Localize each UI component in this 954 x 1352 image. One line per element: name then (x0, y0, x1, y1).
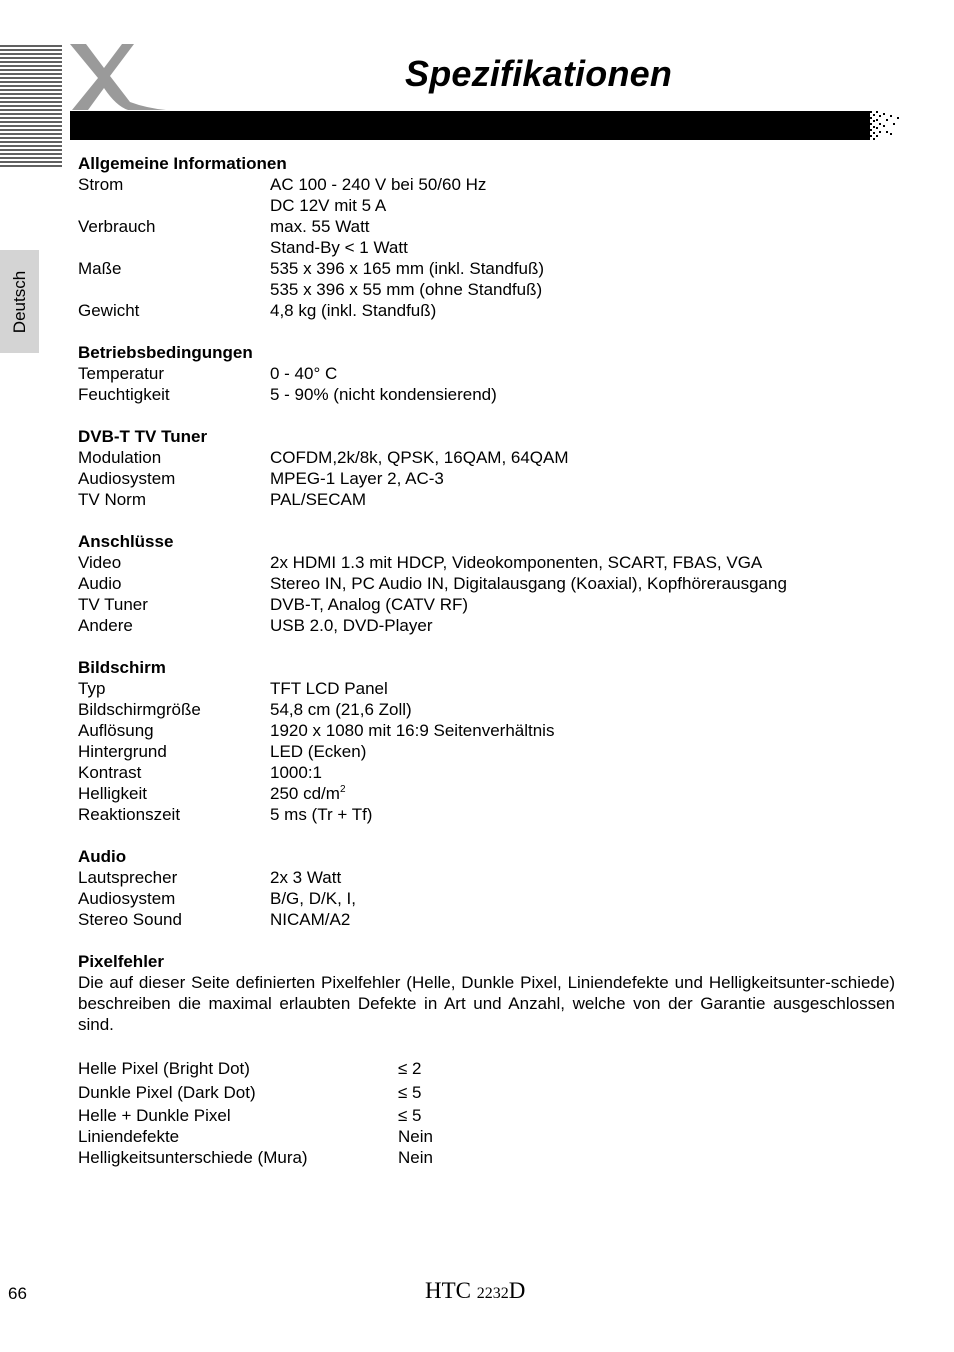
pixel-row (78, 1081, 895, 1105)
spec-label: Feuchtigkeit (78, 385, 170, 404)
pixel-label: Helle Pixel (Bright Dot) (78, 1059, 250, 1078)
section-bildschirm (78, 657, 895, 825)
page-title: Spezifikationen (405, 53, 673, 94)
spec-label: Helligkeit (78, 784, 147, 803)
spec-row (78, 174, 895, 216)
section-heading: DVB-T TV Tuner (78, 427, 208, 446)
language-tab (0, 250, 39, 353)
spec-value: 54,8 cm (21,6 Zoll) (270, 700, 412, 719)
spec-label: Reaktionszeit (78, 805, 181, 824)
spec-value: 4,8 kg (inkl. Standfuß) (270, 301, 437, 320)
model-suffix: D (508, 1278, 526, 1303)
spec-row (78, 720, 895, 741)
spec-value: max. 55 Watt Stand-By < 1 Watt (270, 217, 408, 257)
spec-label: TV Norm (78, 490, 146, 509)
brand-x-logo-icon (68, 42, 168, 112)
spec-row (78, 468, 895, 489)
spec-label: Audiosystem (78, 469, 176, 488)
section-heading: Betriebsbedingungen (78, 343, 253, 362)
spec-label: Gewicht (78, 301, 140, 320)
spec-row (78, 300, 895, 321)
spec-row (78, 804, 895, 825)
spec-row (78, 363, 895, 384)
spec-row (78, 447, 895, 468)
section-heading: Bildschirm (78, 658, 166, 677)
spec-value: 5 ms (Tr + Tf) (270, 805, 373, 824)
section-heading: Allgemeine Informationen (78, 154, 287, 173)
spec-value: 5 - 90% (nicht kondensierend) (270, 385, 497, 404)
spec-label: Auflösung (78, 721, 154, 740)
section-dvb-t-tv-tuner (78, 426, 895, 510)
spec-value: DVB-T, Analog (CATV RF) (270, 595, 469, 614)
pixel-value: ≤ 5 (398, 1106, 422, 1125)
pixel-row (78, 1057, 895, 1081)
pixel-value: Nein (398, 1127, 433, 1146)
spec-value: USB 2.0, DVD-Player (270, 616, 433, 635)
section-anschluesse (78, 531, 895, 636)
spec-label: Verbrauch (78, 217, 156, 236)
spec-value: Stereo IN, PC Audio IN, Digitalausgang (Koaxial), Kopfhörerausgang (270, 574, 787, 593)
spec-value: AC 100 - 240 V bei 50/60 Hz DC 12V mit 5 A (270, 175, 487, 215)
spec-label: Bildschirmgröße (78, 700, 201, 719)
spec-row (78, 384, 895, 405)
spec-value: COFDM,2k/8k, QPSK, 16QAM, 64QAM (270, 448, 569, 467)
spec-value: TFT LCD Panel (270, 679, 388, 698)
spec-row (78, 867, 895, 888)
spec-row (78, 489, 895, 510)
spec-value: 1000:1 (270, 763, 322, 782)
model-number: 2232 (476, 1285, 509, 1302)
pixel-label: Helle + Dunkle Pixel (78, 1106, 231, 1125)
pixel-value: ≤ 5 (398, 1083, 422, 1102)
spec-value: PAL/SECAM (270, 490, 367, 509)
spec-value: B/G, D/K, I, (270, 889, 356, 908)
section-heading: Anschlüsse (78, 532, 174, 551)
section-heading: Audio (78, 847, 127, 866)
spec-label: Hintergrund (78, 742, 167, 761)
spec-label: Maße (78, 259, 122, 278)
section-allgemeine-informationen (78, 153, 895, 321)
spec-row (78, 909, 895, 930)
spec-value: NICAM/A2 (270, 910, 351, 929)
spec-label: Modulation (78, 448, 162, 467)
section-audio (78, 846, 895, 930)
spec-row (78, 762, 895, 783)
spec-row (78, 699, 895, 720)
pixel-value: Nein (398, 1148, 433, 1167)
pixel-row (78, 1126, 895, 1147)
spec-label: Strom (78, 175, 124, 194)
model-prefix: HTC (425, 1278, 471, 1303)
pixel-label: Helligkeitsunterschiede (Mura) (78, 1148, 308, 1167)
header-bar-dither-decoration (862, 111, 902, 140)
spec-value: 2x 3 Watt (270, 868, 342, 887)
spec-label: Typ (78, 679, 106, 698)
spec-row (78, 258, 895, 300)
spec-label: Temperatur (78, 364, 164, 383)
spec-label: Kontrast (78, 763, 142, 782)
pixel-value: ≤ 2 (398, 1059, 422, 1078)
pixel-label: Dunkle Pixel (Dark Dot) (78, 1083, 256, 1102)
spec-row (78, 888, 895, 909)
spec-label: Lautsprecher (78, 868, 178, 887)
spec-value: 2x HDMI 1.3 mit HDCP, Videokomponenten, SCART, FBAS, VGA (270, 553, 763, 572)
model-name (425, 1278, 525, 1304)
spec-value: 0 - 40° C (270, 364, 338, 383)
spec-row (78, 216, 895, 258)
spec-row (78, 594, 895, 615)
spec-label: TV Tuner (78, 595, 148, 614)
language-tab-label: Deutsch (9, 270, 29, 333)
pixel-row (78, 1105, 895, 1126)
pixel-paragraph: Die auf dieser Seite definierten Pixelfehler (Helle, Dunkle Pixel, Liniendefekte und Helligkeitsunter-schiede) beschreiben die maximal erlaubten Defekte in Art und Anzahl, welche von der Garantie ausgeschlossen sind. (78, 973, 895, 1034)
section-pixelfehler (78, 951, 895, 1168)
section-betriebsbedingungen (78, 342, 895, 405)
spec-value: MPEG-1 Layer 2, AC-3 (270, 469, 444, 488)
spec-label: Video (78, 553, 122, 572)
page-number: 66 (8, 1284, 27, 1303)
spec-value: 250 cd/m (270, 784, 340, 803)
pixel-row (78, 1147, 895, 1168)
spec-value: 1920 x 1080 mit 16:9 Seitenverhältnis (270, 721, 555, 740)
spec-row (78, 615, 895, 636)
spec-content (78, 153, 895, 1168)
section-heading: Pixelfehler (78, 952, 164, 971)
spec-value: 535 x 396 x 165 mm (inkl. Standfuß) 535 x 396 x 55 mm (ohne Standfuß) (270, 259, 545, 299)
spec-row (78, 783, 895, 804)
spec-value: LED (Ecken) (270, 742, 367, 761)
spec-row (78, 678, 895, 699)
superscript: 2 (339, 784, 346, 795)
spec-row (78, 573, 895, 594)
header-bar (70, 111, 870, 140)
spec-row (78, 741, 895, 762)
spec-row (78, 552, 895, 573)
spec-label: Audiosystem (78, 889, 176, 908)
spec-label: Stereo Sound (78, 910, 182, 929)
spec-label: Audio (78, 574, 122, 593)
header-stripes-decoration (0, 44, 62, 170)
pixel-label: Liniendefekte (78, 1127, 180, 1146)
pixel-table (78, 1057, 895, 1168)
spec-label: Andere (78, 616, 133, 635)
